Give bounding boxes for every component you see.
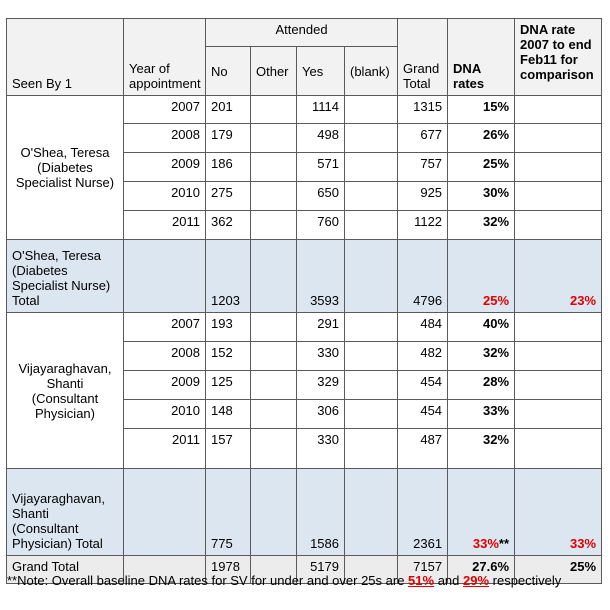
cell-year: [124, 240, 206, 313]
cell-comparison: [515, 313, 602, 342]
cell-dna-rate: 26%: [448, 124, 515, 153]
cell-blank: [345, 342, 398, 371]
cell-yes: 330: [297, 429, 345, 469]
cell-year: [124, 469, 206, 556]
cell-dna-rate: 33%**: [448, 469, 515, 556]
table-row: [7, 96, 602, 124]
subtotal-label: Vijayaraghavan, Shanti (Consultant Physician) Total: [7, 469, 124, 556]
footnote-text: **Note: Overall baseline DNA rates for SV for under and over 25s are: [7, 573, 409, 588]
cell-comparison: [515, 371, 602, 400]
cell-year: 2009: [124, 153, 206, 182]
header-no: No: [206, 47, 251, 96]
cell-blank: [345, 182, 398, 211]
cell-dna-rate: 25%: [448, 153, 515, 182]
cell-no: 148: [206, 400, 251, 429]
cell-dna-rate: 32%: [448, 211, 515, 240]
footnote: [7, 573, 561, 588]
cell-grand-total: 454: [398, 371, 448, 400]
cell-year: 2010: [124, 182, 206, 211]
cell-year: 2011: [124, 429, 206, 469]
cell-yes: 498: [297, 124, 345, 153]
cell-no: 201: [206, 96, 251, 124]
cell-blank: [345, 400, 398, 429]
cell-other: [251, 153, 297, 182]
cell-grand-total: 757: [398, 153, 448, 182]
cell-other: [251, 469, 297, 556]
cell-yes: 571: [297, 153, 345, 182]
cell-comparison: [515, 96, 602, 124]
cell-grand-total: 482: [398, 342, 448, 371]
cell-yes: 329: [297, 371, 345, 400]
cell-blank: [345, 153, 398, 182]
cell-year: 2007: [124, 313, 206, 342]
header-attended: Attended: [206, 19, 398, 47]
cell-yes: 1114: [297, 96, 345, 124]
clinician-name: Vijayaraghavan, Shanti (Consultant Physician): [7, 313, 124, 469]
cell-comparison: [515, 342, 602, 371]
cell-no: 157: [206, 429, 251, 469]
cell-other: [251, 342, 297, 371]
header-other: Other: [251, 47, 297, 96]
cell-dna-rate: 28%: [448, 371, 515, 400]
cell-other: [251, 240, 297, 313]
cell-no: 362: [206, 211, 251, 240]
cell-other: [251, 371, 297, 400]
cell-dna-rate: 27.6%: [448, 556, 515, 584]
cell-dna-rate: 33%: [448, 400, 515, 429]
cell-comparison: [515, 429, 602, 469]
cell-other: [251, 124, 297, 153]
cell-year: 2009: [124, 371, 206, 400]
cell-blank: [345, 371, 398, 400]
subtotal-row: [7, 469, 602, 556]
cell-yes: 291: [297, 313, 345, 342]
cell-dna-rate: 30%: [448, 182, 515, 211]
cell-grand-total: 7157: [398, 556, 448, 584]
footnote-suffix: respectively: [489, 573, 562, 588]
cell-grand-total: 484: [398, 313, 448, 342]
cell-no: 186: [206, 153, 251, 182]
header-grand-total: Grand Total: [398, 19, 448, 96]
cell-blank: [345, 124, 398, 153]
cell-grand-total: 454: [398, 400, 448, 429]
header-seen-by: Seen By 1: [7, 19, 124, 96]
cell-no: 152: [206, 342, 251, 371]
cell-grand-total: 487: [398, 429, 448, 469]
cell-yes: 3593: [297, 240, 345, 313]
cell-comparison: 33%: [515, 469, 602, 556]
cell-year: 2008: [124, 342, 206, 371]
cell-other: [251, 400, 297, 429]
subtotal-label: O'Shea, Teresa (Diabetes Specialist Nurse) Total: [7, 240, 124, 313]
cell-comparison: [515, 211, 602, 240]
clinician-name: O'Shea, Teresa (Diabetes Specialist Nurse): [7, 96, 124, 240]
cell-blank: [345, 469, 398, 556]
cell-no: 125: [206, 371, 251, 400]
cell-year: 2007: [124, 96, 206, 124]
dna-rates-table: [6, 18, 602, 584]
cell-yes: 1586: [297, 469, 345, 556]
cell-dna-rate: 25%: [448, 240, 515, 313]
cell-blank: [345, 211, 398, 240]
footnote-and: and: [434, 573, 463, 588]
cell-other: [251, 96, 297, 124]
header-dna-rates: DNA rates: [448, 19, 515, 96]
header-dna-comparison: DNA rate 2007 to end Feb11 for comparison: [515, 19, 602, 96]
cell-other: [251, 211, 297, 240]
cell-blank: [345, 240, 398, 313]
cell-comparison: [515, 124, 602, 153]
cell-grand-total: 1315: [398, 96, 448, 124]
cell-comparison: [515, 182, 602, 211]
footnote-rate-over-25: 29%: [463, 573, 490, 588]
cell-comparison: [515, 400, 602, 429]
cell-yes: 5179: [297, 556, 345, 584]
cell-grand-total: 2361: [398, 469, 448, 556]
cell-blank: [345, 96, 398, 124]
cell-other: [251, 429, 297, 469]
cell-year: 2011: [124, 211, 206, 240]
cell-yes: 330: [297, 342, 345, 371]
cell-dna-rate: 15%: [448, 96, 515, 124]
cell-grand-total: 4796: [398, 240, 448, 313]
cell-comparison: 23%: [515, 240, 602, 313]
cell-yes: 306: [297, 400, 345, 429]
cell-blank: [345, 313, 398, 342]
cell-other: [251, 182, 297, 211]
header-year: Year of appointment: [124, 19, 206, 96]
header-blank: (blank): [345, 47, 398, 96]
cell-comparison: [515, 153, 602, 182]
header-yes: Yes: [297, 47, 345, 96]
cell-dna-rate: 40%: [448, 313, 515, 342]
cell-blank: [345, 429, 398, 469]
cell-no: 275: [206, 182, 251, 211]
table-row: [7, 313, 602, 342]
cell-yes: 760: [297, 211, 345, 240]
cell-no: 1203: [206, 240, 251, 313]
subtotal-row: [7, 240, 602, 313]
cell-grand-total: 925: [398, 182, 448, 211]
cell-no: 1978: [206, 556, 251, 584]
cell-no: 179: [206, 124, 251, 153]
cell-other: [251, 313, 297, 342]
cell-year: 2008: [124, 124, 206, 153]
cell-grand-total: 677: [398, 124, 448, 153]
footnote-rate-under-25: 51%: [408, 573, 435, 588]
cell-comparison: 25%: [515, 556, 602, 584]
cell-dna-rate: 32%: [448, 429, 515, 469]
grand-total-label: Grand Total: [7, 556, 124, 584]
cell-grand-total: 1122: [398, 211, 448, 240]
cell-no: 193: [206, 313, 251, 342]
cell-no: 775: [206, 469, 251, 556]
cell-year: 2010: [124, 400, 206, 429]
cell-yes: 650: [297, 182, 345, 211]
cell-dna-rate: 32%: [448, 342, 515, 371]
